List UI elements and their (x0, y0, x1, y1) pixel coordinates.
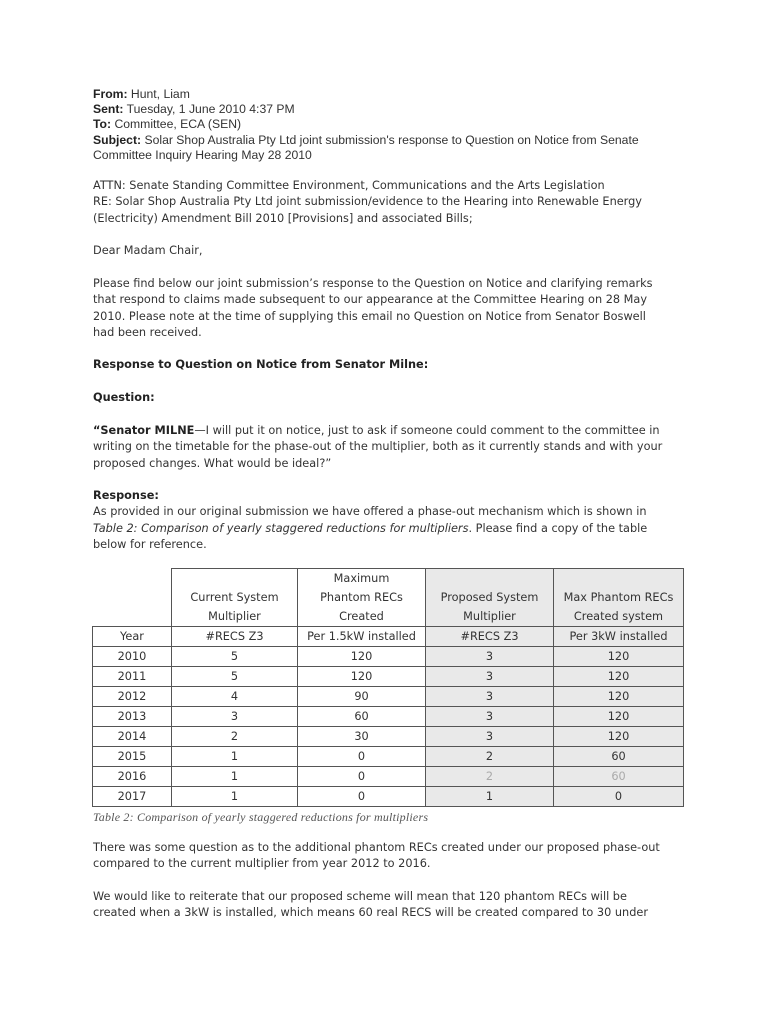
response-heading: Response to Question on Notice from Senator Milne: (93, 358, 429, 371)
table-subheader-row: Year #RECS Z3 Per 1.5kW installed #RECS Z3 Per 3kW installed (93, 627, 684, 647)
to-value: Committee, ECA (SEN) (114, 117, 242, 132)
sent-line: Sent: Tuesday, 1 June 2010 4:37 PM (93, 102, 295, 117)
intro-paragraph: Please find below our joint submission’s response to the Question on Notice and clarifying remarks that respond to claims made subsequent to our appearance at the Committee Hearing on 28 May 2010. Please note at the time of supplying this email no Question on Notice from Senator Boswell had been received. (93, 277, 653, 339)
table-row: 2015 1 0 2 60 (93, 747, 684, 767)
table-row: 2016 1 0 2 60 (93, 767, 684, 787)
response-block: Response: As provided in our original submission we have offered a phase-out mechanism which is shown in Table 2: Comparison of yearly staggered reductions for multipliers. Please find a copy of the table below for reference. (93, 488, 693, 553)
sent-value: Tuesday, 1 June 2010 4:37 PM (126, 102, 295, 117)
question-speaker: “Senator MILNE (93, 424, 195, 437)
attn-block: ATTN: Senate Standing Committee Environment, Communications and the Arts Legislation RE: Solar Shop Australia Pty Ltd joint submission/evidence to the Hearing into Renewable Energy (Electricity) Amendment Bill 2010 [Provisions] and associated Bills; (93, 179, 642, 225)
from-value: Hunt, Liam (130, 87, 190, 101)
closing-paragraph: We would like to reiterate that our proposed scheme will mean that 120 phantom RECs will be created when a 3kW is installed, which means 60 real RECS will be created compared to 30 under (93, 890, 648, 920)
table-row: 2010 5 120 3 120 (93, 647, 684, 667)
from-line: From: Hunt, Liam (93, 87, 190, 101)
salutation: Dear Madam Chair, (93, 244, 203, 257)
question-heading: Question: (93, 391, 155, 404)
table-row: 2011 5 120 3 120 (93, 667, 684, 687)
multiplier-table (92, 568, 684, 807)
header-max-phantom: Max Phantom RECs Created system (554, 569, 684, 627)
table-row: 2012 4 90 3 120 (93, 687, 684, 707)
table-caption: Table 2: Comparison of yearly staggered reductions for multipliers (93, 810, 429, 824)
subject-value: Solar Shop Australia Pty Ltd joint submission's response to Question on Notice from Senate (144, 132, 639, 147)
table-row: 2013 3 60 3 120 (93, 707, 684, 727)
table-row: 2014 2 30 3 120 (93, 727, 684, 747)
header-proposed: Proposed System Multiplier (426, 569, 554, 627)
subject-line-2: Committee Inquiry Hearing May 28 2010 (93, 147, 312, 162)
header-current: Current System Multiplier (172, 569, 298, 627)
question-text: “Senator MILNE—I will put it on notice, just to ask if someone could comment to the committee in writing on the timetable for the phase-out of the multiplier, both as it currently stands and with your proposed changes. What would be ideal?” (93, 424, 663, 470)
table-row: 2017 1 0 1 0 (93, 787, 684, 807)
header-max: Maximum Phantom RECs Created (298, 569, 426, 627)
email-header (93, 87, 733, 163)
to-line: To: Committee, ECA (SEN) (93, 117, 242, 132)
followup-paragraph: There was some question as to the additional phantom RECs created under our proposed phase-out compared to the current multiplier from year 2012 to 2016. (93, 841, 660, 871)
subject-line: Subject: Solar Shop Australia Pty Ltd joint submission's response to Question on Notice from Senate (93, 132, 639, 147)
table-header-row (93, 569, 684, 627)
table-reference: Table 2: Comparison of yearly staggered reductions for multipliers (93, 521, 469, 535)
response-label: Response: (93, 489, 159, 502)
